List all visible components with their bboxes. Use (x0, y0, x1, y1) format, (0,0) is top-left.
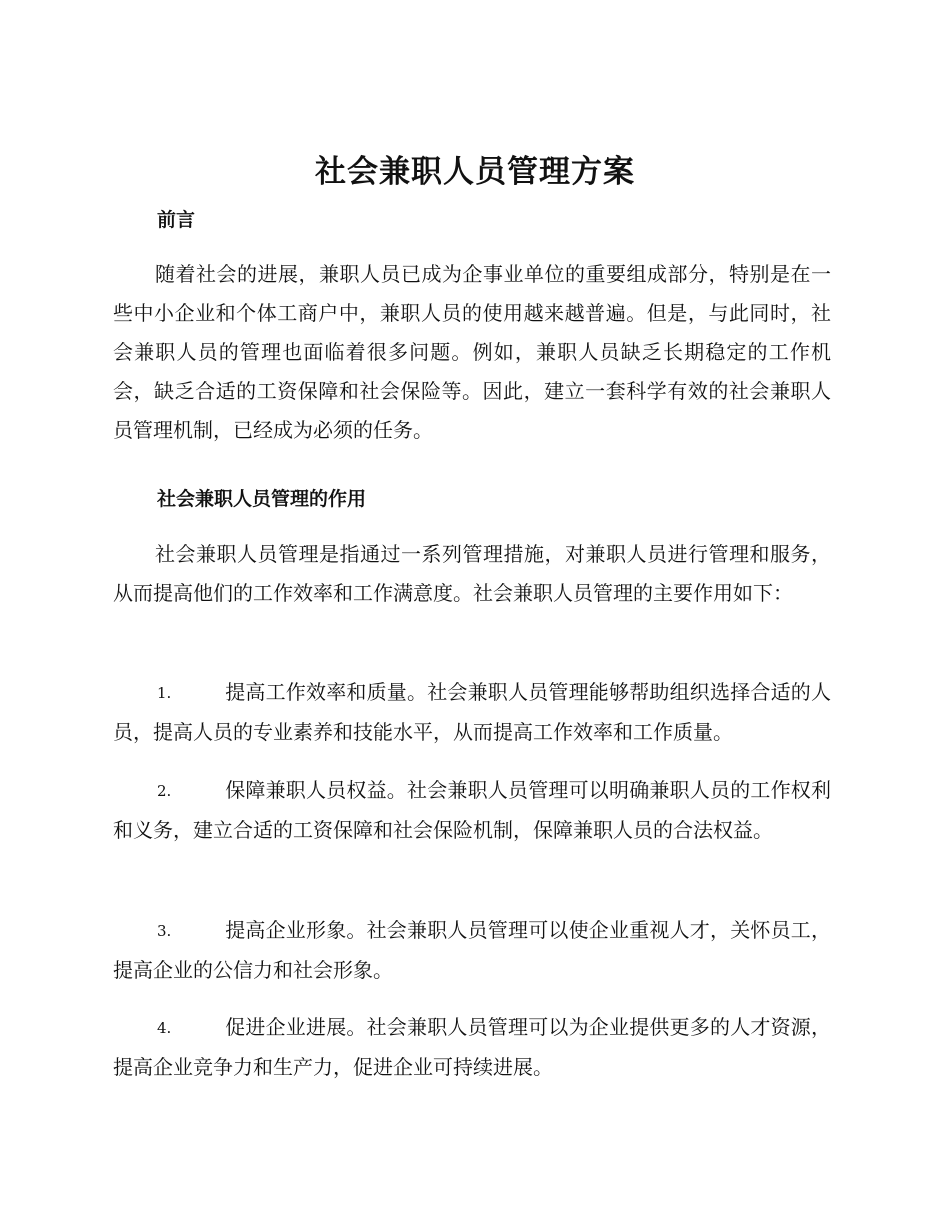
list-item-number: 1. (157, 684, 172, 702)
list-item-number: 3. (157, 922, 172, 940)
list-item-number: 2. (157, 782, 172, 800)
section-heading-preface: 前言 (157, 209, 196, 231)
list-item-number: 4. (157, 1019, 172, 1037)
list-item (113, 673, 831, 752)
page-title: 社会兼职人员管理方案 (315, 154, 635, 190)
list-item-text: 保障兼职人员权益。社会兼职人员管理可以明确兼职人员的工作权利和义务，建立合适的工资保障和社会保险机制，保障兼职人员的合法权益。 (113, 778, 831, 842)
list-item (113, 1008, 831, 1087)
preface-paragraph: 随着社会的进展，兼职人员已成为企事业单位的重要组成部分，特别是在一些中小企业和个体工商户中，兼职人员的使用越来越普遍。但是，与此同时，社会兼职人员的管理也面临着很多问题。例如，兼职人员缺乏长期稳定的工作机会，缺乏合适的工资保障和社会保险等。因此，建立一套科学有效的社会兼职人员管理机制，已经成为必须的任务。 (113, 262, 831, 442)
list-item (113, 911, 831, 990)
list-item-text: 促进企业进展。社会兼职人员管理可以为企业提供更多的人才资源，提高企业竞争力和生产力，促进企业可持续进展。 (113, 1015, 831, 1079)
list-item (113, 771, 831, 850)
list-item-text: 提高工作效率和质量。社会兼职人员管理能够帮助组织选择合适的人员，提高人员的专业素养和技能水平，从而提高工作效率和工作质量。 (113, 680, 831, 744)
role-paragraph: 社会兼职人员管理是指通过一系列管理措施，对兼职人员进行管理和服务，从而提高他们的工作效率和工作满意度。社会兼职人员管理的主要作用如下： (113, 542, 831, 605)
list-item-text: 提高企业形象。社会兼职人员管理可以使企业重视人才，关怀员工，提高企业的公信力和社会形象。 (113, 918, 831, 982)
section-heading-role: 社会兼职人员管理的作用 (157, 488, 367, 510)
